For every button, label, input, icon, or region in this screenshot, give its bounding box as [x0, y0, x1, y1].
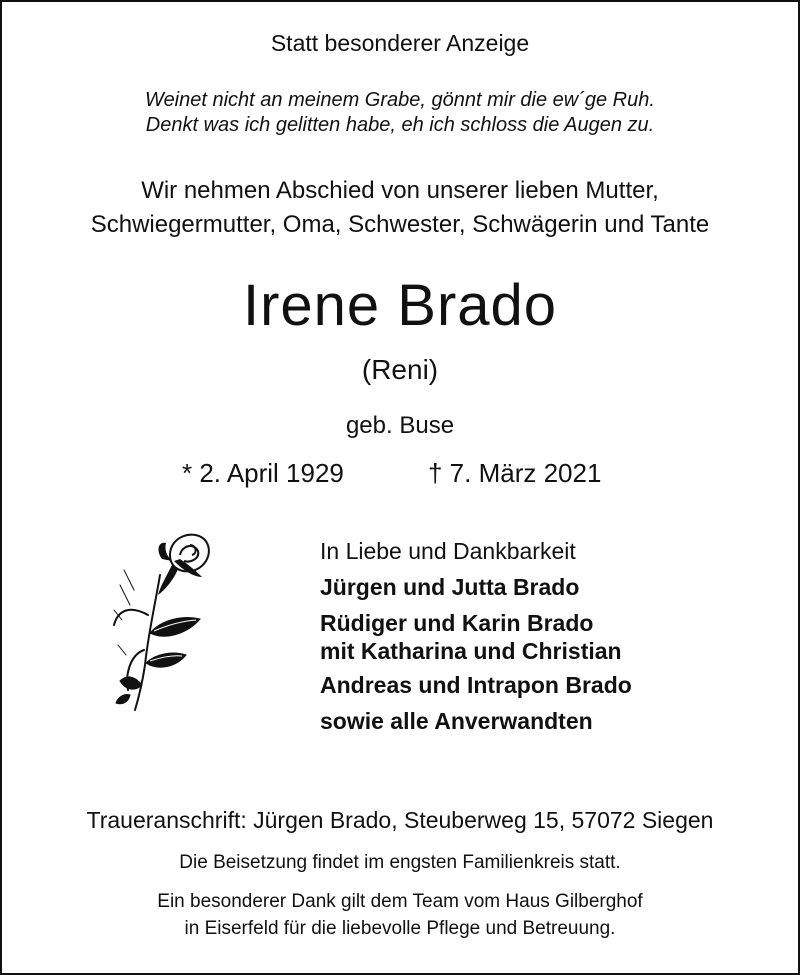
thanks-line-1: Ein besonderer Dank gilt dem Team vom Haus Gilberghof — [157, 891, 643, 912]
burial-notice: Die Beisetzung findet im engsten Familienkreis statt. — [179, 852, 621, 873]
family-list — [320, 535, 780, 737]
deceased-nickname: (Reni) — [361, 354, 439, 385]
family-member: mit Katharina und Christian — [320, 638, 622, 664]
birth-name: geb. Buse — [345, 412, 455, 439]
birth-date: * 2. April 1929 — [182, 458, 344, 488]
quote-line-2: Denkt was ich gelitten habe, eh ich schloss die Augen zu. — [145, 114, 655, 136]
family-intro: In Liebe und Dankbarkeit — [320, 538, 576, 564]
header-text: Statt besonderer Anzeige — [270, 30, 530, 56]
quote-line-1: Weinet nicht an meinem Grabe, gönnt mir die ew´ge Ruh. — [145, 89, 655, 111]
farewell-intro — [0, 174, 800, 242]
intro-line-1: Wir nehmen Abschied von unserer lieben Mutter, — [141, 177, 659, 204]
family-member: Andreas und Intrapon Brado — [320, 672, 632, 698]
family-member: Jürgen und Jutta Brado — [320, 574, 580, 600]
thanks-line-2: in Eiserfeld für die liebevolle Pflege und Betreuung. — [184, 918, 616, 939]
rose-icon — [100, 515, 240, 715]
mourning-address: Traueranschrift: Jürgen Brado, Steuberweg 15, 57072 Siegen — [86, 807, 714, 833]
poem-quote — [0, 88, 800, 138]
death-date: † 7. März 2021 — [428, 458, 602, 488]
family-member: Rüdiger und Karin Brado — [320, 610, 594, 636]
intro-line-2: Schwiegermutter, Oma, Schwester, Schwägerin und Tante — [90, 211, 710, 238]
thanks-note — [0, 888, 800, 942]
family-member: sowie alle Anverwandten — [320, 708, 593, 734]
deceased-name: Irene Brado — [242, 273, 558, 338]
